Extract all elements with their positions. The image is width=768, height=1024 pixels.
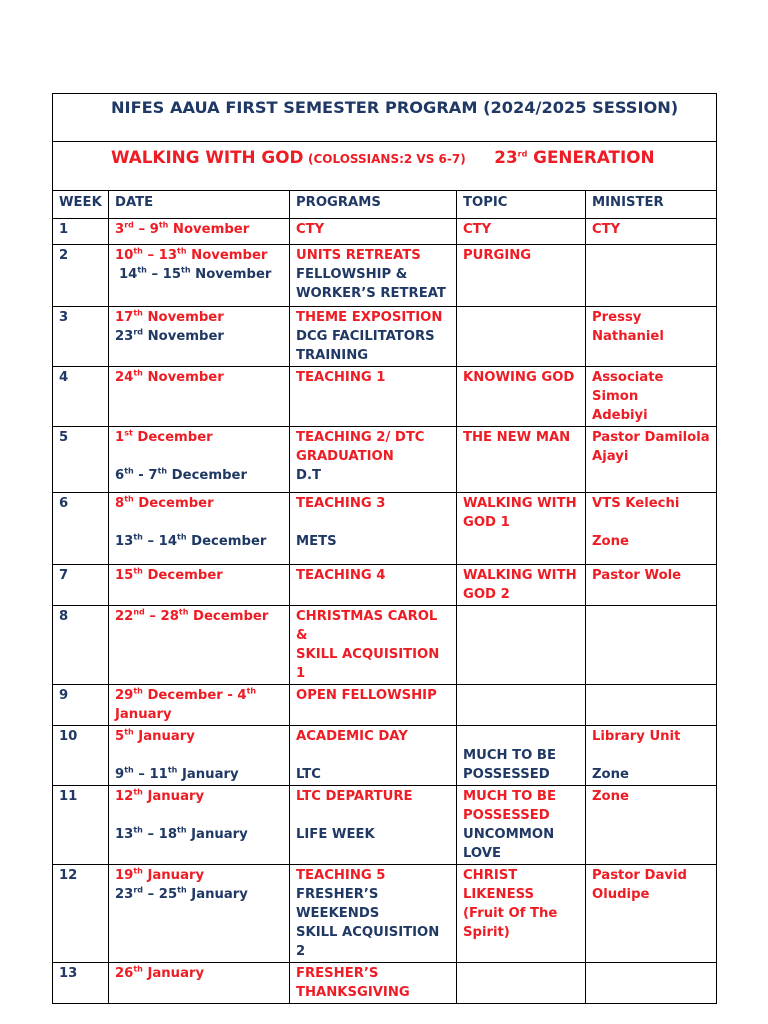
minister-cell xyxy=(586,219,717,245)
ordinal-suffix: st xyxy=(124,428,133,438)
minister-cell xyxy=(586,245,717,307)
ordinal-suffix: th xyxy=(158,220,169,230)
ordinal-suffix: th xyxy=(124,494,134,504)
programs-line: LTC xyxy=(296,767,321,782)
date-line xyxy=(115,428,283,447)
topic-cell xyxy=(457,367,586,427)
topic-line: GOD 1 xyxy=(463,515,510,530)
date-text: January xyxy=(142,868,205,883)
programs-cell xyxy=(290,963,457,1004)
minister-cell xyxy=(586,963,717,1004)
spacer xyxy=(463,727,579,746)
programs-line: SKILL ACQUISITION 1 xyxy=(296,647,440,681)
date-line xyxy=(115,265,283,284)
table-row xyxy=(53,606,717,685)
minister-cell xyxy=(586,493,717,565)
programs-line: CTY xyxy=(296,222,325,237)
date-text: 8 xyxy=(115,496,125,511)
week-cell: 13 xyxy=(53,963,109,1004)
date-text: November xyxy=(142,310,224,325)
minister-line: Adebiyi xyxy=(592,408,648,423)
table-row xyxy=(53,245,717,307)
week-cell: 11 xyxy=(53,786,109,865)
date-text: November xyxy=(143,329,224,344)
programs-line: D.T xyxy=(296,468,321,483)
week-cell: 1 xyxy=(53,219,109,245)
programs-cell xyxy=(290,786,457,865)
date-text: 29 xyxy=(115,688,134,703)
date-text: January xyxy=(142,789,205,804)
ordinal-suffix: rd xyxy=(133,327,144,337)
generation-suffix: rd xyxy=(517,149,528,159)
date-text: November xyxy=(142,370,224,385)
title-cell xyxy=(53,94,717,142)
ordinal-suffix: th xyxy=(137,265,147,275)
topic-line: POSSESSED xyxy=(463,767,550,782)
ordinal-suffix: th xyxy=(133,532,143,542)
ordinal-suffix: nd xyxy=(133,607,145,617)
date-text: – 9 xyxy=(133,222,159,237)
minister-line: Oludipe xyxy=(592,887,650,902)
table-row xyxy=(53,865,717,963)
topic-line: MUCH TO BE xyxy=(463,748,556,763)
week-cell: 3 xyxy=(53,307,109,367)
date-text: 23 xyxy=(115,329,134,344)
date-cell xyxy=(109,427,290,493)
topic-cell xyxy=(457,786,586,865)
week-cell: 10 xyxy=(53,726,109,786)
date-line xyxy=(115,765,283,784)
topic-line: Spirit) xyxy=(463,925,510,940)
ordinal-suffix: rd xyxy=(133,885,144,895)
header-date: DATE xyxy=(109,191,290,219)
ordinal-suffix: th xyxy=(133,246,143,256)
table-row xyxy=(53,367,717,427)
date-cell xyxy=(109,307,290,367)
generation-word: GENERATION xyxy=(533,147,655,167)
week-cell: 6 xyxy=(53,493,109,565)
minister-line: VTS Kelechi xyxy=(592,496,680,511)
date-text: December xyxy=(142,568,223,583)
date-text: January xyxy=(177,767,239,782)
table-row xyxy=(53,307,717,367)
topic-cell xyxy=(457,726,586,786)
minister-cell xyxy=(586,865,717,963)
week-cell: 2 xyxy=(53,245,109,307)
theme-line xyxy=(59,145,710,169)
spacer xyxy=(592,513,710,532)
minister-line: Zone xyxy=(592,789,629,804)
ordinal-suffix: th xyxy=(177,885,187,895)
date-text: January xyxy=(186,887,248,902)
date-text: 26 xyxy=(115,966,134,981)
programs-line: FRESHER’S WEEKENDS xyxy=(296,887,380,921)
date-cell xyxy=(109,726,290,786)
date-line xyxy=(115,686,283,705)
week-cell: 4 xyxy=(53,367,109,427)
programs-line: SKILL ACQUISITION 2 xyxy=(296,925,440,959)
minister-line: Pastor David xyxy=(592,868,687,883)
date-line xyxy=(115,607,283,626)
date-line xyxy=(115,825,283,844)
topic-cell xyxy=(457,219,586,245)
date-text: December xyxy=(133,496,214,511)
topic-line: POSSESSED xyxy=(463,808,550,823)
date-text: 19 xyxy=(115,868,134,883)
topic-line: PURGING xyxy=(463,248,532,263)
minister-line: Zone xyxy=(592,534,629,549)
page-title: NIFES AAUA FIRST SEMESTER PROGRAM (2024/2025 SESSION) xyxy=(111,98,679,117)
theme-title: WALKING WITH GOD xyxy=(111,147,304,167)
programs-cell xyxy=(290,726,457,786)
programs-line: FRESHER’S xyxy=(296,966,379,981)
ordinal-suffix: th xyxy=(178,607,189,617)
header-topic: TOPIC xyxy=(457,191,586,219)
programs-cell xyxy=(290,865,457,963)
programs-cell xyxy=(290,307,457,367)
date-text: 5 xyxy=(115,729,125,744)
spacer xyxy=(296,513,450,532)
generation-number: 23 xyxy=(494,147,518,167)
date-text: – 11 xyxy=(133,767,168,782)
minister-line: CTY xyxy=(592,222,621,237)
date-line xyxy=(115,787,283,806)
date-text: 22 xyxy=(115,609,134,624)
topic-line: WALKING WITH xyxy=(463,496,577,511)
date-text: 10 xyxy=(115,248,134,263)
programs-line: WORKER’S RETREAT xyxy=(296,286,446,301)
date-text: 1 xyxy=(115,430,125,445)
date-line xyxy=(115,727,283,746)
ordinal-suffix: th xyxy=(177,532,187,542)
minister-line: Pastor Damilola xyxy=(592,430,710,445)
date-line xyxy=(115,308,283,327)
date-text: December xyxy=(188,609,269,624)
programs-line: CHRISTMAS CAROL & xyxy=(296,609,438,643)
topic-line: (Fruit Of The xyxy=(463,906,558,921)
programs-line: THEME EXPOSITION xyxy=(296,310,443,325)
table-row xyxy=(53,786,717,865)
ordinal-suffix: th xyxy=(177,246,187,256)
theme-scripture: (COLOSSIANS:2 VS 6-7) xyxy=(308,152,466,166)
programs-cell xyxy=(290,493,457,565)
week-cell: 8 xyxy=(53,606,109,685)
theme-cell xyxy=(53,142,717,191)
ordinal-suffix: th xyxy=(133,686,143,696)
ordinal-suffix: th xyxy=(133,787,143,797)
minister-cell xyxy=(586,367,717,427)
table-row xyxy=(53,963,717,1004)
programs-line: METS xyxy=(296,534,337,549)
minister-line: Library Unit xyxy=(592,729,681,744)
minister-line: Ajayi xyxy=(592,449,629,464)
header-minister: MINISTER xyxy=(586,191,717,219)
ordinal-suffix: th xyxy=(133,866,143,876)
date-text: January xyxy=(186,827,248,842)
date-text: – 15 xyxy=(146,267,182,282)
topic-cell xyxy=(457,606,586,685)
programs-line: TEACHING 1 xyxy=(296,370,386,385)
programs-line: OPEN FELLOWSHIP xyxy=(296,688,437,703)
week-cell: 7 xyxy=(53,565,109,606)
date-text: 15 xyxy=(115,568,134,583)
ordinal-suffix: th xyxy=(124,466,134,476)
programs-line: LIFE WEEK xyxy=(296,827,375,842)
topic-cell xyxy=(457,427,586,493)
programs-line: TEACHING 4 xyxy=(296,568,386,583)
ordinal-suffix: th xyxy=(133,368,143,378)
minister-cell xyxy=(586,786,717,865)
ordinal-suffix: th xyxy=(133,964,143,974)
date-line xyxy=(115,866,283,885)
header-week: WEEK xyxy=(53,191,109,219)
minister-cell xyxy=(586,726,717,786)
date-line xyxy=(115,885,283,904)
minister-line: Zone xyxy=(592,767,629,782)
table-row xyxy=(53,565,717,606)
date-text: 3 xyxy=(115,222,125,237)
date-text: 9 xyxy=(115,767,125,782)
table-row xyxy=(53,219,717,245)
date-line xyxy=(115,705,283,724)
date-line xyxy=(115,532,283,551)
ordinal-suffix: th xyxy=(157,466,168,476)
date-text: January xyxy=(142,966,205,981)
ordinal-suffix: th xyxy=(133,308,143,318)
date-text: – 25 xyxy=(143,887,178,902)
date-line xyxy=(115,220,283,239)
spacer xyxy=(296,806,450,825)
date-text: December xyxy=(186,534,267,549)
table-row xyxy=(53,685,717,726)
topic-cell xyxy=(457,865,586,963)
date-text: January xyxy=(115,707,172,722)
topic-line: CTY xyxy=(463,222,492,237)
spacer xyxy=(115,806,283,825)
topic-line: UNCOMMON xyxy=(463,827,555,842)
date-cell xyxy=(109,606,290,685)
date-text: December xyxy=(132,430,213,445)
programs-line: LTC DEPARTURE xyxy=(296,789,413,804)
header-row xyxy=(53,191,717,219)
topic-cell xyxy=(457,307,586,367)
ordinal-suffix: th xyxy=(177,825,187,835)
topic-cell xyxy=(457,963,586,1004)
minister-cell xyxy=(586,685,717,726)
topic-line: CHRIST LIKENESS xyxy=(463,868,534,902)
ordinal-suffix: rd xyxy=(124,220,134,230)
date-text: January xyxy=(133,729,195,744)
topic-cell xyxy=(457,565,586,606)
programs-cell xyxy=(290,219,457,245)
topic-cell xyxy=(457,245,586,307)
minister-line: Associate Simon xyxy=(592,370,664,404)
spacer xyxy=(592,746,710,765)
programs-cell xyxy=(290,427,457,493)
date-line xyxy=(115,368,283,387)
theme-row xyxy=(53,142,717,191)
programs-cell xyxy=(290,606,457,685)
minister-cell xyxy=(586,606,717,685)
ordinal-suffix: th xyxy=(133,825,143,835)
minister-cell xyxy=(586,307,717,367)
date-text: 14 xyxy=(119,267,138,282)
spacer xyxy=(115,447,283,466)
program-table xyxy=(52,93,717,1004)
date-line xyxy=(115,327,283,346)
date-cell xyxy=(109,865,290,963)
generation-label xyxy=(494,147,654,167)
table-row xyxy=(53,427,717,493)
week-cell: 12 xyxy=(53,865,109,963)
ordinal-suffix: th xyxy=(133,566,143,576)
ordinal-suffix: th xyxy=(124,765,134,775)
date-cell xyxy=(109,245,290,307)
programs-cell xyxy=(290,685,457,726)
spacer xyxy=(296,746,450,765)
date-text: – 14 xyxy=(142,534,178,549)
programs-line: GRADUATION xyxy=(296,449,394,464)
date-text: November xyxy=(168,222,250,237)
topic-line: KNOWING GOD xyxy=(463,370,575,385)
programs-cell xyxy=(290,565,457,606)
ordinal-suffix: th xyxy=(167,765,178,775)
date-text: – 18 xyxy=(142,827,178,842)
date-line xyxy=(115,494,283,513)
minister-cell xyxy=(586,427,717,493)
table-row xyxy=(53,726,717,786)
date-text: November xyxy=(186,248,268,263)
programs-line: TEACHING 2/ DTC xyxy=(296,430,425,445)
date-line xyxy=(115,964,283,983)
date-text: December - 4 xyxy=(142,688,247,703)
title-row xyxy=(53,94,717,142)
date-text: November xyxy=(190,267,272,282)
date-text: 24 xyxy=(115,370,134,385)
date-cell xyxy=(109,786,290,865)
topic-line: MUCH TO BE xyxy=(463,789,556,804)
date-text: – 13 xyxy=(142,248,178,263)
minister-line: Pastor Wole xyxy=(592,568,682,583)
minister-line: Pressy Nathaniel xyxy=(592,310,664,344)
date-cell xyxy=(109,493,290,565)
spacer xyxy=(115,746,283,765)
programs-line: FELLOWSHIP & xyxy=(296,267,408,282)
programs-cell xyxy=(290,367,457,427)
ordinal-suffix: th xyxy=(181,265,191,275)
date-cell xyxy=(109,685,290,726)
date-text: 13 xyxy=(115,534,134,549)
topic-line: GOD 2 xyxy=(463,587,510,602)
date-text: - 7 xyxy=(133,468,158,483)
programs-line: TEACHING 5 xyxy=(296,868,386,883)
topic-cell xyxy=(457,493,586,565)
date-cell xyxy=(109,565,290,606)
date-text: – 28 xyxy=(144,609,179,624)
topic-cell xyxy=(457,685,586,726)
week-cell: 5 xyxy=(53,427,109,493)
ordinal-suffix: th xyxy=(124,727,134,737)
programs-line: ACADEMIC DAY xyxy=(296,729,408,744)
topic-line: WALKING WITH xyxy=(463,568,577,583)
topic-line: LOVE xyxy=(463,846,502,861)
date-text: 23 xyxy=(115,887,134,902)
ordinal-suffix: th xyxy=(246,686,257,696)
programs-line: TRAINING xyxy=(296,348,369,363)
spacer xyxy=(115,513,283,532)
minister-cell xyxy=(586,565,717,606)
programs-line: UNITS RETREATS xyxy=(296,248,421,263)
header-programs: PROGRAMS xyxy=(290,191,457,219)
date-line xyxy=(115,466,283,485)
date-text: 12 xyxy=(115,789,134,804)
date-line xyxy=(115,246,283,265)
date-line xyxy=(115,566,283,585)
date-text: 13 xyxy=(115,827,134,842)
date-text: 6 xyxy=(115,468,125,483)
date-text: 17 xyxy=(115,310,134,325)
programs-line: THANKSGIVING xyxy=(296,985,410,1000)
date-cell xyxy=(109,367,290,427)
programs-line: DCG FACILITATORS xyxy=(296,329,435,344)
table-row xyxy=(53,493,717,565)
week-cell: 9 xyxy=(53,685,109,726)
date-text: December xyxy=(167,468,247,483)
date-cell xyxy=(109,963,290,1004)
topic-line: THE NEW MAN xyxy=(463,430,571,445)
programs-cell xyxy=(290,245,457,307)
date-cell xyxy=(109,219,290,245)
programs-line: TEACHING 3 xyxy=(296,496,386,511)
